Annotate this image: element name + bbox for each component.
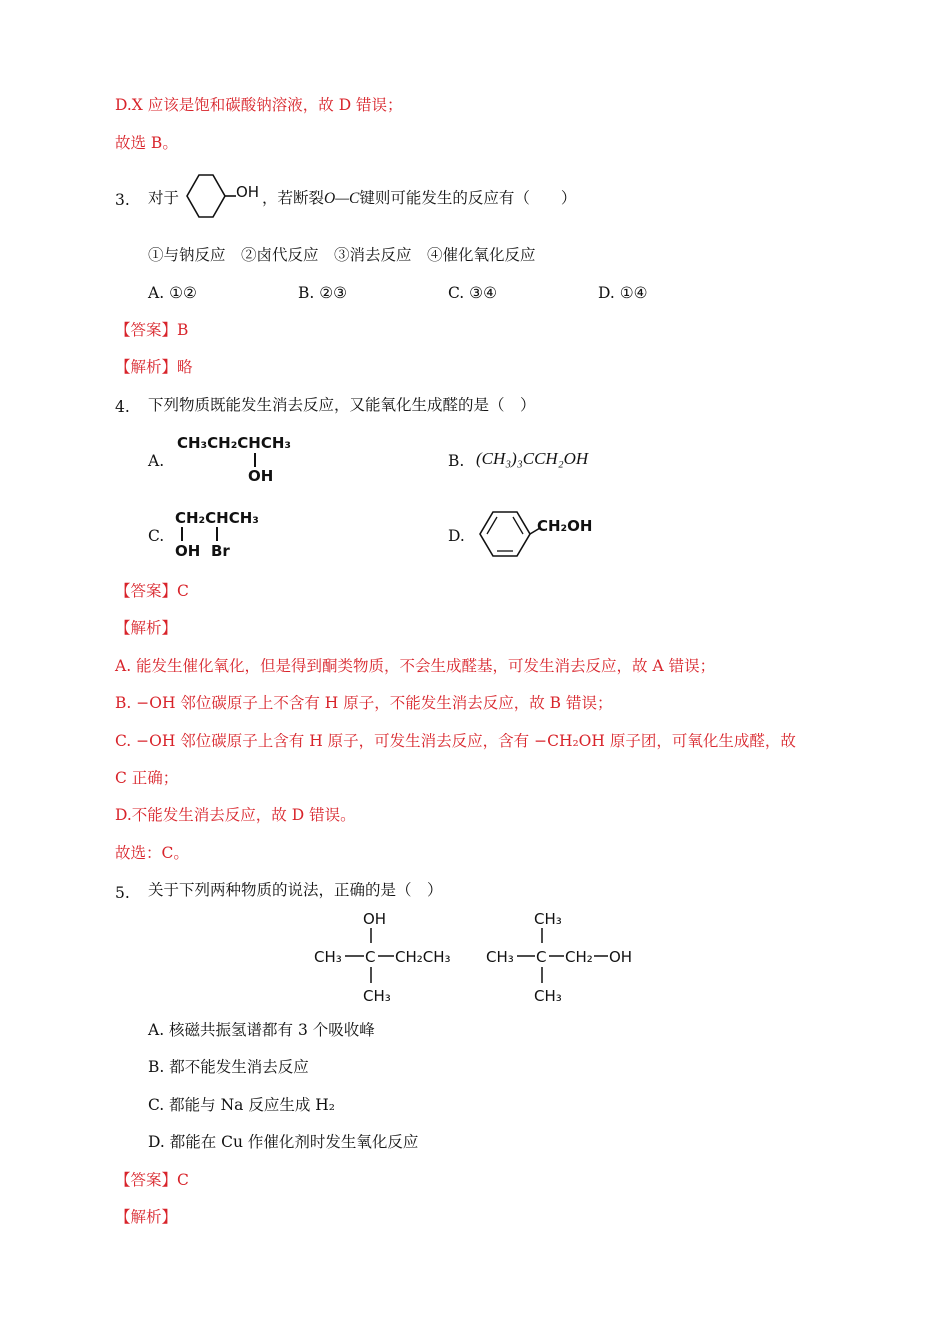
q3-answer: 【答案】B: [115, 321, 189, 339]
q5-structures: [310, 903, 650, 1013]
benzyl-alcohol-structure: [476, 506, 616, 562]
q4-option-a-bond: [254, 453, 256, 467]
mol1-right-ch2ch3: CH₂CH₃: [395, 948, 451, 966]
q5-option-c[interactable]: C. 都能与 Na 反应生成 H₂: [148, 1096, 335, 1114]
q3-analysis: 【解析】略: [115, 358, 193, 376]
cyclohexanol-oh-label: OH: [236, 183, 260, 201]
mol2-bottom-ch3: CH₃: [534, 987, 562, 1005]
prev-conclusion: 故选 B。: [115, 134, 178, 152]
q3-option-b[interactable]: B. ②③: [298, 284, 348, 302]
q4-analysis-tag: 【解析】: [115, 619, 178, 637]
q3-stem-suffix: 键则可能发生的反应有（ ）: [359, 189, 577, 207]
mol2-oh: OH: [609, 948, 633, 966]
q3-items: ①与钠反应 ②卤代反应 ③消去反应 ④催化氧化反应: [148, 246, 536, 264]
q4-option-c-label[interactable]: C.: [148, 527, 165, 545]
q5-option-d[interactable]: D. 都能在 Cu 作催化剂时发生氧化反应: [148, 1133, 419, 1151]
mol2-right-ch2: CH₂: [565, 948, 593, 966]
q3-prefix: 对于: [148, 189, 180, 207]
cyclohexanol-structure: [178, 170, 268, 222]
q3-number: 3.: [115, 191, 130, 209]
mol1-center-c: C: [365, 948, 376, 966]
q4-option-d-label[interactable]: D.: [448, 527, 465, 545]
q4-analysis-line-c2: C 正确；: [115, 769, 179, 787]
q4-number: 4.: [115, 398, 130, 416]
mol2-center-c: C: [536, 948, 547, 966]
q4-stem: 下列物质既能发生消去反应，又能氧化生成醛的是（ ）: [148, 396, 536, 414]
q3-option-d[interactable]: D. ①④: [598, 284, 648, 302]
q3-stem: [262, 188, 576, 209]
q4-option-c-oh: OH: [175, 542, 201, 560]
mol1-bottom-ch3: CH₃: [363, 987, 391, 1005]
q3-stem-pre: ，若断裂: [262, 189, 325, 207]
q5-answer: 【答案】C: [115, 1171, 189, 1189]
q4-analysis-line-b: B. −OH 邻位碳原子上不含有 H 原子，不能发生消去反应，故 B 错误；: [115, 694, 613, 712]
q4-option-b-label[interactable]: B.: [448, 452, 465, 470]
q4-option-a-formula: CH₃CH₂CHCH₃: [177, 434, 291, 452]
q5-option-b[interactable]: B. 都不能发生消去反应: [148, 1058, 309, 1076]
q4-answer: 【答案】C: [115, 582, 189, 600]
q4-analysis-line-d: D.不能发生消去反应，故 D 错误。: [115, 806, 356, 824]
q3-option-c[interactable]: C. ③④: [448, 284, 497, 302]
q4-option-c-bond-1: [181, 527, 183, 541]
q3-bond-formula: O—C: [324, 190, 360, 207]
prev-answer-line-d: D.X 应该是饱和碳酸钠溶液，故 D 错误；: [115, 96, 403, 114]
mol1-left-ch3: CH₃: [314, 948, 342, 966]
mol2-left-ch3: CH₃: [486, 948, 514, 966]
mol1-top-oh: OH: [363, 910, 387, 928]
q4-option-c-formula: CH₂CHCH₃: [175, 509, 259, 527]
molecule-2: [486, 910, 632, 1005]
q4-option-a-label[interactable]: A.: [148, 452, 165, 470]
mol2-top-ch3: CH₃: [534, 910, 562, 928]
q4-option-a-oh: OH: [248, 467, 274, 485]
q4-option-b-formula: (CH₃)₃CCH₂OH: [476, 449, 589, 468]
q5-analysis-tag: 【解析】: [115, 1208, 178, 1226]
q4-analysis-line-a: A. 能发生催化氧化，但是得到酮类物质，不会生成醛基，可发生消去反应，故 A 错误；: [115, 657, 716, 675]
q3-option-a[interactable]: A. ①②: [148, 284, 197, 302]
benzyl-ch2oh-label: CH₂OH: [537, 517, 593, 535]
q4-analysis-line-c: C. −OH 邻位碳原子上含有 H 原子，可发生消去反应，含有 −CH₂OH 原子团，可氧化生成醛，故: [115, 732, 796, 750]
q4-option-c-bond-2: [216, 527, 218, 541]
q5-option-a[interactable]: A. 核磁共振氢谱都有 3 个吸收峰: [148, 1021, 375, 1039]
q5-number: 5.: [115, 884, 130, 902]
q5-stem: 关于下列两种物质的说法，正确的是（ ）: [148, 881, 443, 899]
q4-conclusion: 故选：C。: [115, 844, 189, 862]
molecule-1: [314, 910, 451, 1005]
q4-option-c-br: Br: [211, 542, 230, 560]
